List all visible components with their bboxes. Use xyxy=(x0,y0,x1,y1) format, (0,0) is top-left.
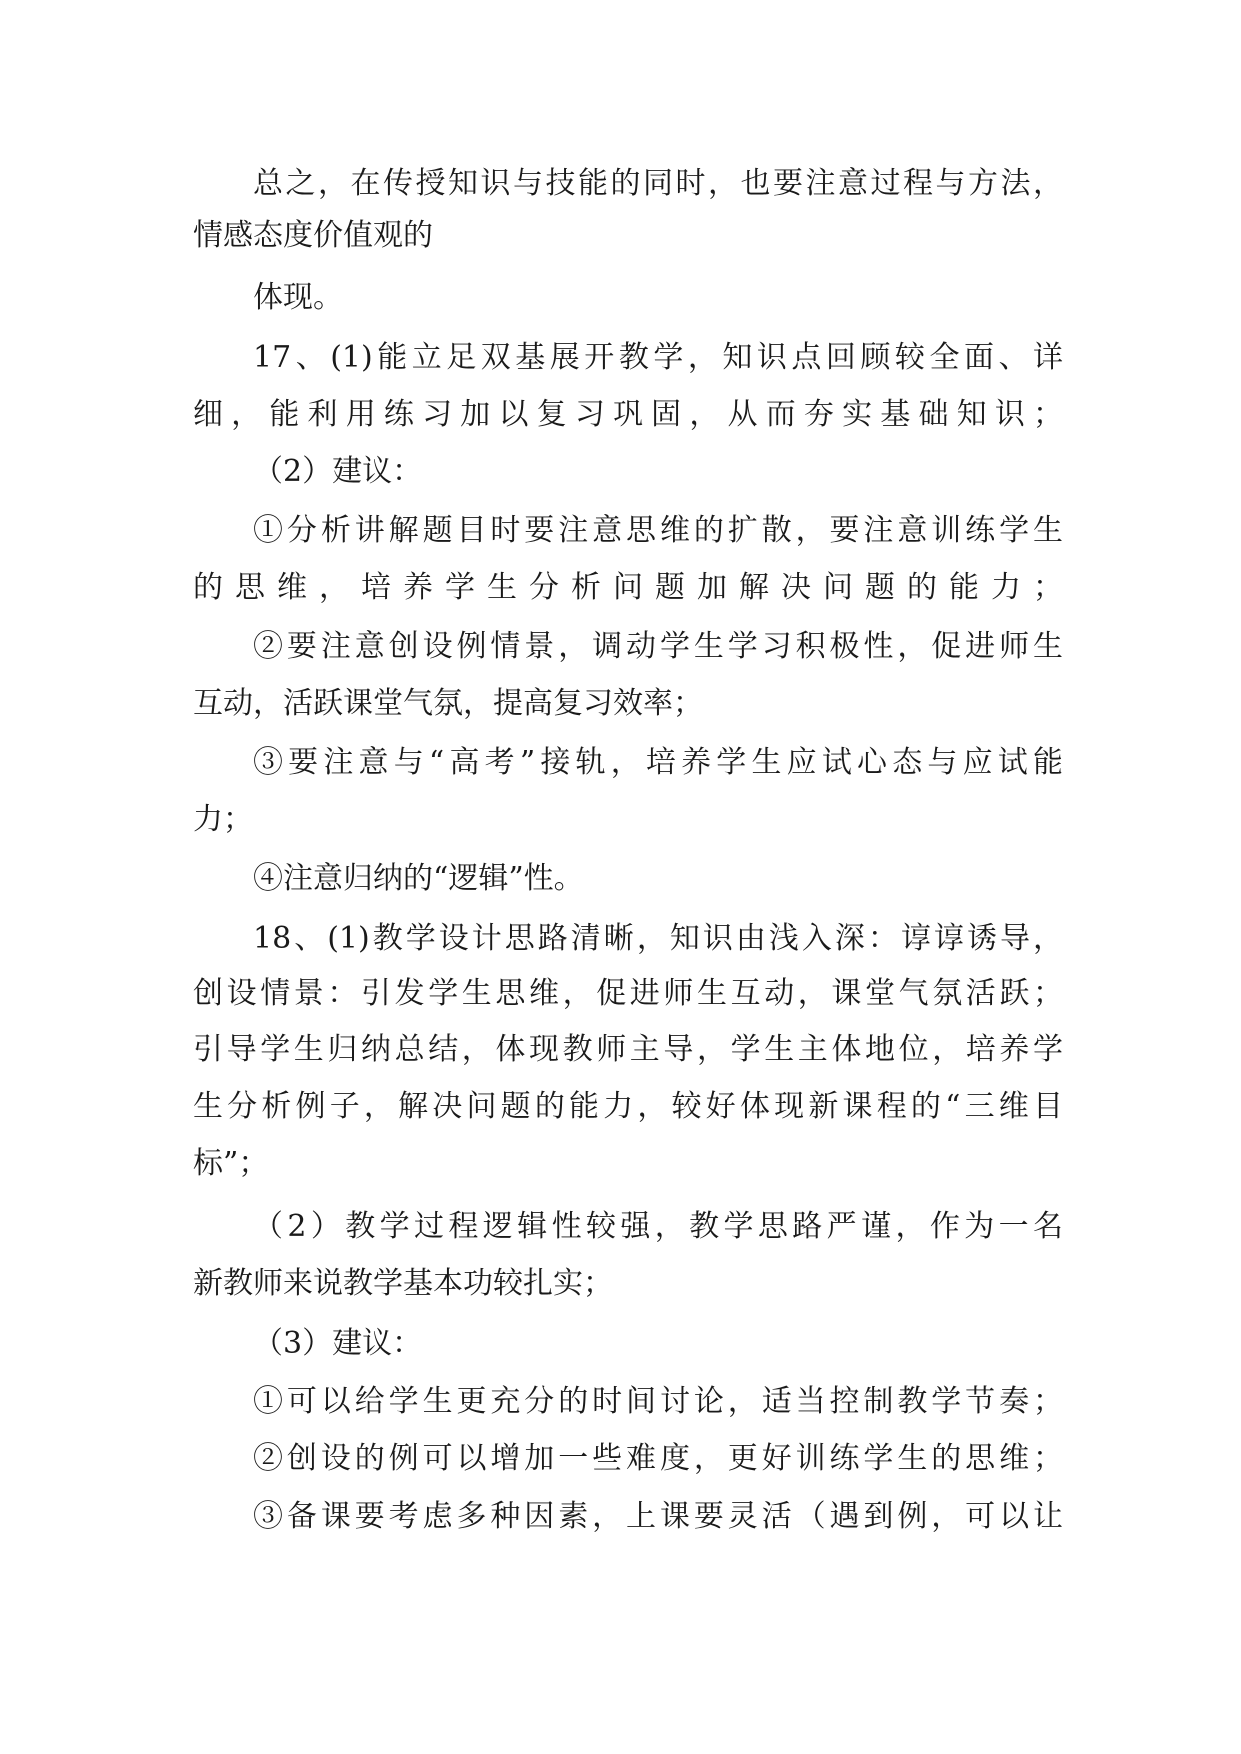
text-line: ④注意归纳的“逻辑”性。 xyxy=(253,861,584,896)
text-line: 情感态度价值观的 xyxy=(193,218,433,253)
text-line: 细，能利用练习加以复习巩固，从而夯实基础知识； xyxy=(193,397,1063,432)
text-line: （2）教学过程逻辑性较强，教学思路严谨，作为一名 xyxy=(253,1209,1063,1244)
text-line: 创设情景：引发学生思维，促进师生互动，课堂气氛活跃； xyxy=(193,976,1063,1011)
text-line: 体现。 xyxy=(253,280,343,315)
text-line: 总之，在传授知识与技能的同时，也要注意过程与方法， xyxy=(253,166,1063,201)
text-line: （3）建议： xyxy=(253,1326,423,1361)
text-line: 的思维，培养学生分析问题加解决问题的能力； xyxy=(193,570,1063,605)
text-line: 新教师来说教学基本功较扎实； xyxy=(193,1266,613,1301)
text-line: 17、(1)能立足双基展开教学，知识点回顾较全面、详 xyxy=(253,340,1063,375)
text-line: 标”； xyxy=(193,1146,269,1181)
text-line: 18、(1)教学设计思路清晰，知识由浅入深：谆谆诱导， xyxy=(253,921,1063,956)
text-line: ③备课要考虑多种因素，上课要灵活（遇到例，可以让 xyxy=(253,1499,1063,1534)
text-line: ①可以给学生更充分的时间讨论，适当控制教学节奏； xyxy=(253,1384,1063,1419)
text-line: ②要注意创设例情景，调动学生学习积极性，促进师生 xyxy=(253,629,1063,664)
text-line: 力； xyxy=(193,802,253,837)
text-line: ①分析讲解题目时要注意思维的扩散，要注意训练学生 xyxy=(253,513,1063,548)
text-line: ③要注意与“高考”接轨，培养学生应试心态与应试能 xyxy=(253,745,1063,780)
text-line: 引导学生归纳总结，体现教师主导，学生主体地位，培养学 xyxy=(193,1032,1063,1067)
text-line: 生分析例子，解决问题的能力，较好体现新课程的“三维目 xyxy=(193,1089,1063,1124)
text-line: （2）建议： xyxy=(253,454,423,489)
text-line: 互动，活跃课堂气氛，提高复习效率； xyxy=(193,686,703,721)
text-line: ②创设的例可以增加一些难度，更好训练学生的思维； xyxy=(253,1441,1063,1476)
